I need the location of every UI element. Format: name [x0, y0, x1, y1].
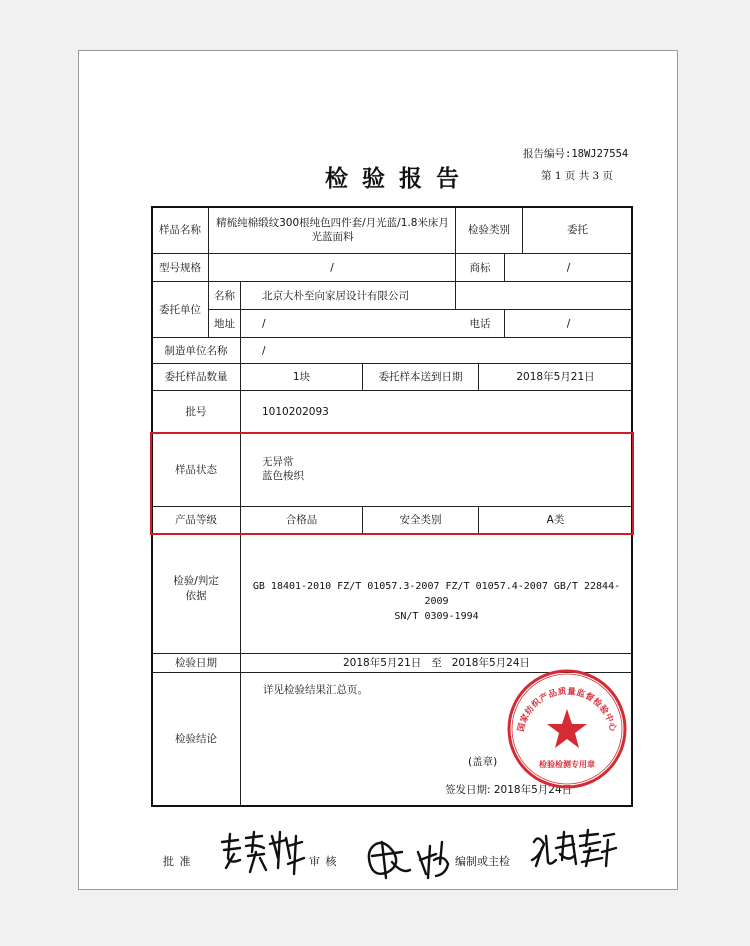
trademark-value: / [566, 261, 571, 274]
sign-date: 签发日期: 2018年5月24日 [445, 784, 573, 796]
basis-label-line-1: 检验/判定 [173, 575, 219, 587]
conclusion-text: 详见检验结果汇总页。 [263, 684, 368, 696]
client-address-label: 地址 [214, 317, 235, 330]
basis-label-line-2: 依据 [185, 590, 207, 602]
phone-label: 电话 [469, 317, 491, 330]
model-value: / [330, 261, 334, 274]
official-seal-icon [506, 668, 628, 790]
model-label: 型号规格 [159, 261, 201, 274]
batch-label: 批号 [185, 406, 207, 418]
page-number: 第 1 页 共 3 页 [541, 170, 614, 182]
basis-line-2: SN/T 0309-1994 [394, 611, 479, 622]
safety-value: A类 [546, 514, 565, 526]
manufacturer-label: 制造单位名称 [164, 344, 228, 357]
approver-signature-icon [216, 828, 308, 880]
client-name-value: 北京大朴至向家居设计有限公司 [262, 289, 409, 302]
sample-name-value: 精梳纯棉缎纹300根纯色四件套/月光蓝/1.8米床月光蓝面料 [216, 217, 449, 243]
test-date-to: 至 [431, 657, 442, 669]
test-date-end: 2018年5月24日 [451, 657, 531, 669]
basis-value [241, 579, 632, 624]
compiler-signature-icon [528, 826, 620, 872]
trademark-label: 商标 [469, 261, 491, 274]
sample-state-label: 样品状态 [175, 464, 217, 476]
client-name-label: 名称 [214, 289, 235, 302]
seal-center-text: 检验检测专用章 [539, 760, 595, 769]
seal-ring-text: 国家纺织产品质量监督检验中心 [516, 686, 618, 733]
conclusion-label: 检验结论 [175, 733, 217, 745]
quantity-value: 1块 [292, 371, 311, 383]
sample-name-label: 样品名称 [159, 224, 201, 236]
batch-value: 1010202093 [262, 406, 329, 418]
client-address-value: / [262, 317, 266, 330]
grade-label: 产品等级 [175, 514, 217, 526]
seal-note: (盖章) [468, 756, 498, 768]
highlight-frame [150, 432, 634, 535]
page-title: 检验报告 [325, 165, 473, 192]
approve-label: 批 准 [163, 855, 192, 868]
test-date-start: 2018年5月21日 [342, 657, 422, 669]
quantity-label: 委托样品数量 [164, 371, 228, 383]
client-label: 委托单位 [159, 303, 201, 316]
test-date-label: 检验日期 [175, 657, 217, 669]
compile-label: 编制或主检 [455, 855, 510, 868]
manufacturer-value: / [262, 344, 266, 357]
grade-value: 合格品 [285, 514, 318, 526]
delivery-date-value: 2018年5月21日 [516, 371, 595, 383]
safety-label: 安全类别 [399, 514, 442, 526]
sample-state-line-1: 无异常 [262, 456, 294, 468]
report-number: 报告编号:18WJ27554 [523, 148, 629, 160]
basis-label [152, 574, 240, 604]
sample-state-line-2: 蓝色梭织 [262, 470, 304, 482]
review-label: 审 核 [309, 855, 338, 868]
phone-value: / [566, 317, 571, 330]
basis-line-1: GB 18401-2010 FZ/T 01057.3-2007 FZ/T 01057.4-2007 GB/T 22844-2009 [252, 581, 621, 607]
inspection-type-label: 检验类别 [468, 224, 510, 236]
inspection-type-value: 委托 [567, 224, 588, 236]
delivery-date-label: 委托样本送到日期 [378, 371, 463, 383]
reviewer-signature-icon [362, 834, 460, 884]
